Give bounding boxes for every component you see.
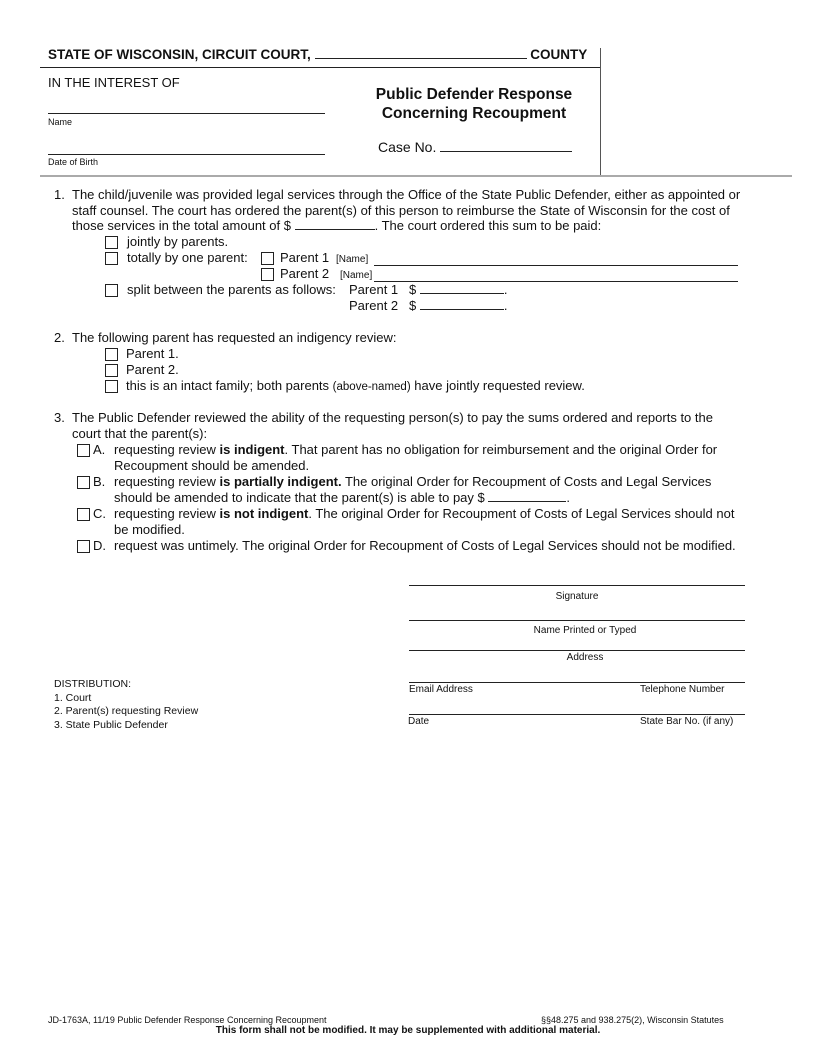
review-parent2-checkbox[interactable] [105, 364, 118, 377]
county-field[interactable] [315, 47, 527, 59]
option-text: Recoupment should be amended. [114, 458, 310, 473]
option-label: totally by one parent: [127, 250, 248, 265]
option-letter: C. [93, 506, 106, 521]
form-id: JD-1763A, 11/19 Public Defender Response Concerning Recoupment [48, 1015, 327, 1025]
review-parent1-checkbox[interactable] [105, 348, 118, 361]
dob-label: Date of Birth [48, 157, 99, 167]
email-label: Email Address [409, 684, 473, 695]
option-label: Parent 1. [126, 346, 179, 361]
section-number: 1. [54, 187, 65, 202]
section-number: 2. [54, 330, 65, 345]
option-label: this is an intact family; both parents (above-named) have jointly requested review. [126, 378, 585, 393]
split-parent1-amount: $ . [409, 282, 508, 297]
name-label: Name [48, 117, 73, 127]
distribution-list: DISTRIBUTION: 1. Court 2. Parent(s) requesting Review 3. State Public Defender [54, 678, 199, 731]
option-text: be modified. [114, 522, 185, 537]
section-text: staff counsel. The court has ordered the parent(s) of this person to reimburse the State of Wisconsin for the cost of [72, 203, 730, 218]
split-parent1-label: Parent 1 [349, 282, 399, 297]
divider [600, 48, 601, 175]
option-text: request was untimely. The original Order for Recoupment of Costs of Legal Services should not be modified. [114, 538, 736, 553]
phone-label: Telephone Number [640, 684, 725, 695]
option-label: jointly by parents. [127, 234, 229, 249]
partially-indigent-checkbox[interactable] [77, 476, 90, 489]
option-label: Parent 2. [126, 362, 179, 377]
option-letter: D. [93, 538, 106, 553]
parent2-amount-field[interactable] [420, 298, 504, 310]
page-title: Public Defender Response Concerning Recoupment [375, 86, 573, 122]
option-text: should be amended to indicate that the parent(s) is able to pay $ . [114, 490, 570, 505]
option-text: requesting review is indigent. That parent has no obligation for reimbursement and the original Order for [114, 442, 718, 457]
signature-field[interactable] [409, 585, 745, 586]
name-tag: [Name] [336, 254, 369, 265]
case-no-field[interactable] [440, 140, 572, 152]
jointly-checkbox[interactable] [105, 236, 118, 249]
parent1-checkbox[interactable] [261, 252, 274, 265]
section-text: The Public Defender reviewed the ability of the requesting person(s) to pay the sums ordered and reports to the [72, 410, 713, 425]
option-label: Parent 1 [280, 250, 330, 265]
divider [40, 175, 792, 177]
split-checkbox[interactable] [105, 284, 118, 297]
able-to-pay-field[interactable] [488, 490, 566, 502]
name-printed-field[interactable] [409, 620, 745, 621]
indigent-checkbox[interactable] [77, 444, 90, 457]
address-label: Address [566, 652, 604, 663]
option-label: split between the parents as follows: [127, 282, 336, 297]
option-text: requesting review is partially indigent. The original Order for Recoupment of Costs and Legal Services [114, 474, 712, 489]
statutes: §§48.275 and 938.275(2), Wisconsin Statutes [541, 1015, 724, 1025]
parent2-checkbox[interactable] [261, 268, 274, 281]
not-indigent-checkbox[interactable] [77, 508, 90, 521]
section-number: 3. [54, 410, 65, 425]
split-parent2-amount: $ . [409, 298, 508, 313]
footer-notice: This form shall not be modified. It may be supplemented with additional material. [215, 1025, 601, 1036]
interest-label: IN THE INTEREST OF [48, 75, 180, 90]
date-label: Date [408, 716, 430, 727]
intact-family-checkbox[interactable] [105, 380, 118, 393]
name-tag: [Name] [340, 270, 373, 281]
section-text: The following parent has requested an indigency review: [72, 330, 397, 345]
totally-one-parent-checkbox[interactable] [105, 252, 118, 265]
name-field[interactable] [48, 113, 325, 114]
section-text: those services in the total amount of $ . The court ordered this sum to be paid: [72, 218, 602, 233]
section-text: court that the parent(s): [72, 426, 208, 441]
split-parent2-label: Parent 2 [349, 298, 399, 313]
parent1-amount-field[interactable] [420, 282, 504, 294]
signature-label: Signature [555, 591, 599, 602]
name-printed-label: Name Printed or Typed [533, 625, 637, 636]
divider [40, 67, 600, 68]
option-label: Parent 2 [280, 266, 330, 281]
court-heading: STATE OF WISCONSIN, CIRCUIT COURT, COUNTY [48, 47, 588, 62]
section-text: The child/juvenile was provided legal services through the Office of the State Public Defender, either as appointed or [72, 187, 741, 202]
option-letter: B. [93, 474, 106, 489]
untimely-checkbox[interactable] [77, 540, 90, 553]
bar-no-label: State Bar No. (if any) [640, 716, 734, 727]
total-amount-field[interactable] [295, 218, 375, 230]
case-no: Case No. [378, 139, 572, 155]
parent1-name-field[interactable] [374, 265, 738, 266]
option-letter: A. [93, 442, 106, 457]
option-text: requesting review is not indigent. The original Order for Recoupment of Costs of Legal Services should not [114, 506, 735, 521]
